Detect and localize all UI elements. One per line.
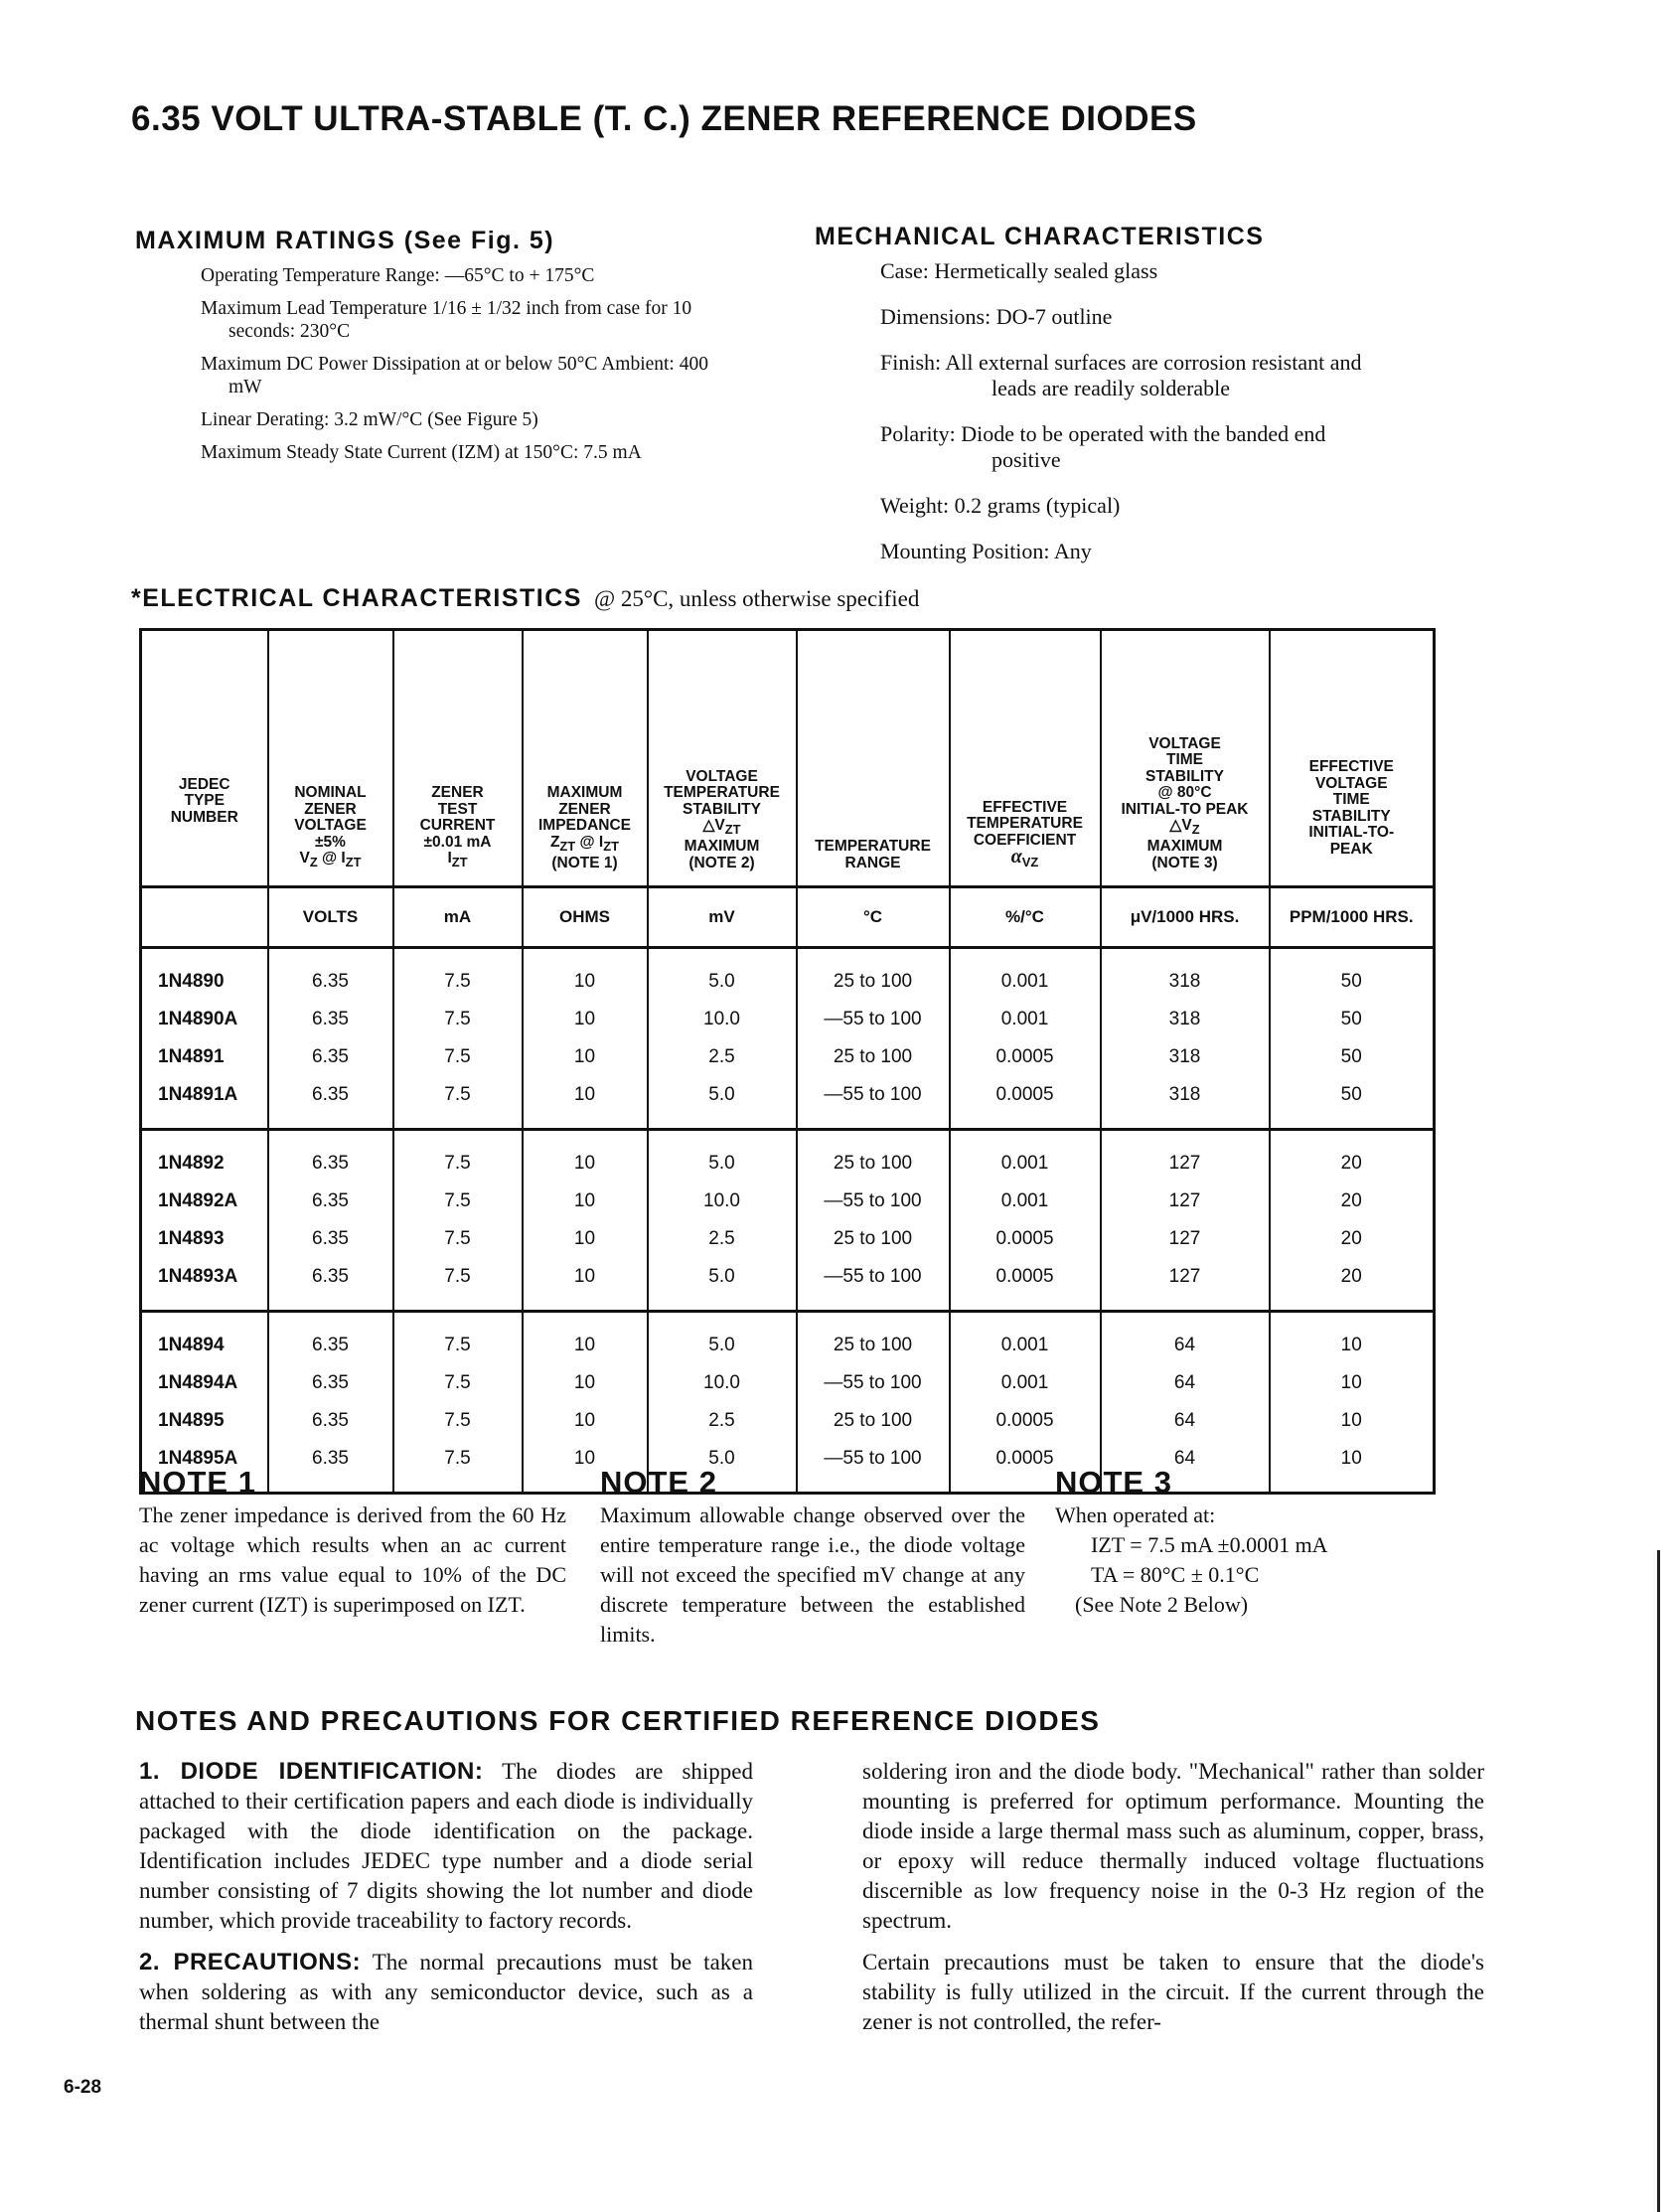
mech-item: Dimensions: DO-7 outline [880,304,1113,329]
page-edge-rule [1657,1550,1660,2212]
table-cell: 7.5 [393,1312,523,1365]
note-1 [139,1465,566,1620]
table-row [141,1402,1435,1440]
paragraph-lead: 2. PRECAUTIONS: [139,1949,362,1975]
mech-item: Weight: 0.2 grams (typical) [880,493,1121,518]
unit-cell: PPM/1000 HRS. [1270,887,1435,948]
precautions-right-column [862,1757,1484,2037]
table-cell: 7.5 [393,1183,523,1220]
rating-item: Operating Temperature Range: —65°C to + 175°C [201,265,595,286]
part-number-cell: 1N4890A [141,1001,268,1038]
table-header-row [141,630,1435,887]
table-cell: 25 to 100 [797,1312,950,1365]
paragraph-diode-identification [139,1757,753,1936]
col-header: EFFECTIVE TEMPERATURE COEFFICIENT $\alpha_{VZ}$ [950,630,1101,887]
part-number-cell: 1N4894A [141,1364,268,1402]
table-row [141,1312,1435,1365]
table-cell: 10 [523,1130,648,1184]
table-cell: 50 [1270,1001,1435,1038]
table-cell: 0.0005 [950,1076,1101,1130]
table-cell: 10 [523,948,648,1002]
table-cell: 6.35 [268,1130,393,1184]
table-cell: 6.35 [268,948,393,1002]
table-cell: 6.35 [268,1220,393,1258]
table-cell: 2.5 [648,1038,797,1076]
unit-cell: VOLTS [268,887,393,948]
table-cell: 10.0 [648,1001,797,1038]
note-2 [600,1465,1025,1650]
unit-cell: mA [393,887,523,948]
table-cell: 7.5 [393,1258,523,1312]
mech-item: Polarity: Diode to be operated with the banded end positive [880,421,1326,472]
table-cell: 7.5 [393,1076,523,1130]
page-title: 6.35 VOLT ULTRA-STABLE (T. C.) ZENER REFERENCE DIODES [131,99,1197,138]
table-cell: 10 [523,1312,648,1365]
table-cell: 20 [1270,1220,1435,1258]
note-1-title: NOTE 1 [139,1465,256,1500]
table-cell: 64 [1101,1364,1270,1402]
table-cell: 7.5 [393,1001,523,1038]
note-3-line: IZT = 7.5 mA ±0.0001 mA [1091,1532,1328,1557]
table-cell: 6.35 [268,1076,393,1130]
electrical-table [139,628,1436,1495]
table-cell: 5.0 [648,1076,797,1130]
table-cell: —55 to 100 [797,1440,950,1494]
table-cell: 10.0 [648,1364,797,1402]
table-cell: 5.0 [648,1130,797,1184]
table-cell: 10 [1270,1312,1435,1365]
table-cell: 7.5 [393,948,523,1002]
part-number-cell: 1N4895 [141,1402,268,1440]
table-cell: 0.0005 [950,1402,1101,1440]
table-cell: 6.35 [268,1402,393,1440]
table-cell: 25 to 100 [797,1130,950,1184]
table-cell: 25 to 100 [797,1038,950,1076]
table-cell: 10 [523,1440,648,1494]
table-row [141,1258,1435,1312]
table-cell: 50 [1270,1076,1435,1130]
table-cell: 7.5 [393,1402,523,1440]
table-cell: 10.0 [648,1183,797,1220]
table-cell: 64 [1101,1312,1270,1365]
table-row [141,1220,1435,1258]
note-3-line: TA = 80°C ± 0.1°C [1091,1562,1260,1587]
table-row [141,1038,1435,1076]
table-cell: 0.0005 [950,1440,1101,1494]
table-cell: 5.0 [648,948,797,1002]
col-header: JEDEC TYPE NUMBER [141,630,268,887]
table-cell: —55 to 100 [797,1183,950,1220]
table-cell: 5.0 [648,1312,797,1365]
table-cell: 0.0005 [950,1038,1101,1076]
rating-item: Linear Derating: 3.2 mW/°C (See Figure 5) [201,409,538,430]
unit-cell: mV [648,887,797,948]
part-number-cell: 1N4892A [141,1183,268,1220]
precautions-left-column [139,1757,753,2037]
table-cell: 10 [523,1076,648,1130]
table-cell: 0.001 [950,1312,1101,1365]
table-cell: 0.001 [950,1183,1101,1220]
col-header: NOMINAL ZENER VOLTAGE ±5% $V_Z$ @ $I_{ZT}$ [268,630,393,887]
table-cell: —55 to 100 [797,1364,950,1402]
unit-cell: %/°C [950,887,1101,948]
table-row [141,1130,1435,1184]
part-number-cell: 1N4891A [141,1076,268,1130]
paragraph-text: The diodes are shipped attached to their certification papers and each diode is individually packaged with the diode identification on the package. Identification includes JEDEC type number and a diode serial number consisting of 7 digits showing the lot number and diode number, which provide traceability to factory records. [139,1759,754,1933]
table-cell: 6.35 [268,1001,393,1038]
table-cell: 10 [523,1183,648,1220]
units-row [141,887,1435,948]
table-cell: 10 [1270,1440,1435,1494]
table-cell: 25 to 100 [797,948,950,1002]
table-cell: 20 [1270,1183,1435,1220]
table-cell: 127 [1101,1220,1270,1258]
part-number-cell: 1N4890 [141,948,268,1002]
electrical-heading: *ELECTRICAL CHARACTERISTICS [131,584,582,612]
paragraph-stability: Certain precautions must be taken to ensure that the diode's stability is fully utilized in the circuit. If the current through the zener is not controlled, the refer- [862,1950,1484,2034]
unit-cell: OHMS [523,887,648,948]
table-cell: 127 [1101,1183,1270,1220]
part-number-cell: 1N4893 [141,1220,268,1258]
note-1-text: The zener impedance is derived from the 60 Hz ac voltage which results when an ac current having an rms value equal to 10% of the DC zener current (IZT) is superimposed on IZT. [139,1502,566,1617]
table-cell: 0.001 [950,948,1101,1002]
mech-item: Finish: All external surfaces are corrosion resistant and leads are readily solderable [880,350,1362,400]
part-number-cell: 1N4891 [141,1038,268,1076]
table-cell: 64 [1101,1402,1270,1440]
table-cell: 0.0005 [950,1220,1101,1258]
col-header: ZENER TEST CURRENT ±0.01 mA $I_{ZT}$ [393,630,523,887]
electrical-subheading: @ 25°C, unless otherwise specified [593,586,920,611]
table-cell: 25 to 100 [797,1220,950,1258]
table-cell: 5.0 [648,1258,797,1312]
table-cell: 20 [1270,1130,1435,1184]
table-row [141,1183,1435,1220]
part-number-cell: 1N4893A [141,1258,268,1312]
note-3-line: When operated at: [1055,1502,1216,1527]
electrical-heading-line [131,584,919,613]
part-number-cell: 1N4892 [141,1130,268,1184]
paragraph-mounting: soldering iron and the diode body. "Mechanical" rather than solder mounting is preferred for optimum performance. Mounting the diode inside a large thermal mass such as aluminum, copper, brass, or epoxy will reduce thermally induced voltage fluctuations discernible as low frequency noise in the 0-3 Hz region of the spectrum. [862,1759,1484,1933]
mechanical-list [880,258,1397,564]
table-cell: 2.5 [648,1220,797,1258]
table-cell: 6.35 [268,1364,393,1402]
table-cell: 6.35 [268,1312,393,1365]
part-number-cell: 1N4895A [141,1440,268,1494]
col-header: EFFECTIVE VOLTAGE TIME STABILITY INITIAL-TO- PEAK [1270,630,1435,887]
mech-item: Mounting Position: Any [880,539,1092,563]
unit-cell: μV/1000 HRS. [1101,887,1270,948]
table-row [141,1076,1435,1130]
part-number-cell: 1N4894 [141,1312,268,1365]
table-cell: 10 [523,1258,648,1312]
note-3-title: NOTE 3 [1055,1465,1172,1500]
table-cell: 10 [523,1402,648,1440]
table-row [141,1001,1435,1038]
table-cell: 64 [1101,1440,1270,1494]
table-cell: 10 [1270,1364,1435,1402]
table-cell: 0.001 [950,1130,1101,1184]
unit-cell [141,887,268,948]
table-cell: 0.001 [950,1001,1101,1038]
table-cell: 10 [523,1220,648,1258]
table-cell: 50 [1270,948,1435,1002]
table-cell: —55 to 100 [797,1001,950,1038]
table-cell: 0.001 [950,1364,1101,1402]
table-cell: 6.35 [268,1258,393,1312]
table-cell: 10 [523,1038,648,1076]
table-cell: 7.5 [393,1440,523,1494]
col-header: TEMPERATURE RANGE [797,630,950,887]
mech-item: Case: Hermetically sealed glass [880,258,1158,283]
col-header: VOLTAGE TEMPERATURE STABILITY $\triangle V_{ZT}$ MAXIMUM (NOTE 2) [648,630,797,887]
table-cell: 318 [1101,948,1270,1002]
table-row [141,1364,1435,1402]
table-cell: 10 [1270,1402,1435,1440]
paragraph-text: The normal precautions must be taken when soldering as with any semiconductor device, such as a thermal shunt between the [139,1950,753,2034]
table-cell: 7.5 [393,1220,523,1258]
table-cell: 10 [523,1001,648,1038]
note-2-title: NOTE 2 [600,1465,717,1500]
table-cell: 127 [1101,1258,1270,1312]
col-header: MAXIMUM ZENER IMPEDANCE $Z_{ZT}$ @ $I_{ZT}$ (NOTE 1) [523,630,648,887]
note-3-line: (See Note 2 Below) [1075,1592,1249,1617]
table-row [141,948,1435,1002]
table-cell: 318 [1101,1038,1270,1076]
precautions-heading: NOTES AND PRECAUTIONS FOR CERTIFIED REFERENCE DIODES [135,1705,1101,1736]
paragraph-lead: 1. DIODE IDENTIFICATION: [139,1758,484,1785]
col-header: VOLTAGE TIME STABILITY @ 80°C INITIAL-TO PEAK $\triangle V_Z$ MAXIMUM (NOTE 3) [1101,630,1270,887]
table-cell: 318 [1101,1076,1270,1130]
unit-cell: °C [797,887,950,948]
page-number: 6-28 [64,2077,102,2098]
max-ratings-heading: MAXIMUM RATINGS (See Fig. 5) [135,227,555,254]
table-cell: 7.5 [393,1130,523,1184]
rating-item: Maximum Lead Temperature 1/16 ± 1/32 inch from case for 10 seconds: 230°C [201,298,692,342]
max-ratings-list [201,264,717,474]
table-cell: 25 to 100 [797,1402,950,1440]
rating-item: Maximum DC Power Dissipation at or below 50°C Ambient: 400 mW [201,354,708,397]
paragraph-precautions [139,1948,753,2037]
table-cell: —55 to 100 [797,1076,950,1130]
table-cell: 0.0005 [950,1258,1101,1312]
table-cell: 50 [1270,1038,1435,1076]
rating-item: Maximum Steady State Current (IZM) at 150°C: 7.5 mA [201,442,642,463]
note-2-text: Maximum allowable change observed over the entire temperature range i.e., the diode voltage will not exceed the specified mV change at any discrete temperature between the established limits. [600,1502,1025,1647]
table-cell: 6.35 [268,1440,393,1494]
table-cell: 7.5 [393,1038,523,1076]
table-cell: 5.0 [648,1440,797,1494]
table-cell: 10 [523,1364,648,1402]
mechanical-heading: MECHANICAL CHARACTERISTICS [815,223,1265,250]
table-cell: 2.5 [648,1402,797,1440]
table-cell: 7.5 [393,1364,523,1402]
table-cell: 127 [1101,1130,1270,1184]
table-cell: 318 [1101,1001,1270,1038]
note-3 [1055,1465,1452,1620]
table-cell: 6.35 [268,1183,393,1220]
table-cell: 20 [1270,1258,1435,1312]
table-cell: —55 to 100 [797,1258,950,1312]
table-cell: 6.35 [268,1038,393,1076]
